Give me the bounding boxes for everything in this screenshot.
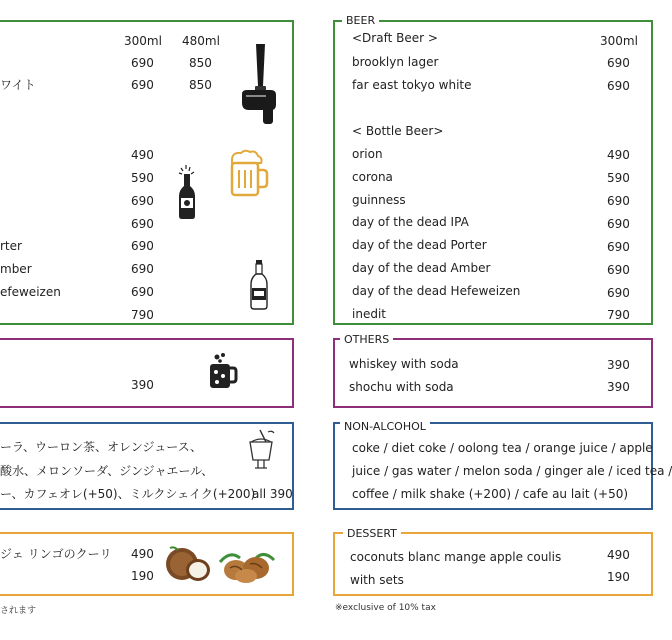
right-bottle-name: day of the dead Porter xyxy=(352,238,487,252)
left-nonalcohol-line: ーラ、ウーロン茶、オレンジュース、 xyxy=(0,440,202,454)
left-dessert-price: 490 xyxy=(131,547,154,561)
right-bottle-price: 690 xyxy=(607,286,630,300)
left-nonalcohol-line: ー、カフェオレ(+50)、ミルクシェイク(+200) xyxy=(0,487,256,501)
left-others-price: 390 xyxy=(131,378,154,392)
left-dessert-price: 190 xyxy=(131,569,154,583)
right-bottle-price: 590 xyxy=(607,171,630,185)
milkshake-icon xyxy=(246,428,276,474)
right-bottle-name: orion xyxy=(352,147,383,161)
right-draft-price: 690 xyxy=(607,79,630,93)
right-bottle-name: inedit xyxy=(352,307,386,321)
right-others-name: whiskey with soda xyxy=(349,357,459,371)
walnut-icon xyxy=(218,548,276,584)
right-nonalcohol-line: juice / gas water / melon soda / ginger ale / iced tea / xyxy=(352,464,672,478)
right-draft-header: <Draft Beer > xyxy=(352,31,438,45)
left-bottle-price: 690 xyxy=(131,239,154,253)
right-tax-note: ※exclusive of 10% tax xyxy=(335,603,436,613)
left-nonalcohol-price: all 390 xyxy=(252,487,293,501)
left-others-box xyxy=(0,338,294,408)
right-bottle-header: < Bottle Beer> xyxy=(352,124,444,138)
beer-tap-icon xyxy=(240,42,280,128)
left-bottle-price: 490 xyxy=(131,148,154,162)
right-others-price: 390 xyxy=(607,358,630,372)
coconut-icon xyxy=(164,544,212,584)
right-dessert-label: DESSERT xyxy=(343,528,401,540)
right-others-label: OTHERS xyxy=(340,334,393,346)
left-bottle-name: rter xyxy=(0,239,22,253)
left-bottle-name: mber xyxy=(0,262,32,276)
left-bottle-name: efeweizen xyxy=(0,285,61,299)
right-bottle-price: 790 xyxy=(607,308,630,322)
left-bottle-price: 690 xyxy=(131,262,154,276)
left-header-480: 480ml xyxy=(182,34,220,48)
right-bottle-price: 690 xyxy=(607,240,630,254)
right-bottle-name: day of the dead Amber xyxy=(352,261,491,275)
left-bottle-price: 690 xyxy=(131,194,154,208)
left-draft-name: ワイト xyxy=(0,78,36,92)
right-draft-price: 690 xyxy=(607,56,630,70)
right-bottle-name: guinness xyxy=(352,193,406,207)
left-tax-note: されます xyxy=(0,606,37,616)
right-bottle-price: 690 xyxy=(607,194,630,208)
right-bottle-name: corona xyxy=(352,170,393,184)
splash-bottle-icon xyxy=(176,164,198,220)
left-draft-price: 850 xyxy=(189,78,212,92)
right-nonalcohol-line: coffee / milk shake (+200) / cafe au lait (+50) xyxy=(352,487,629,501)
right-others-price: 390 xyxy=(607,380,630,394)
right-dessert-price: 190 xyxy=(607,570,630,584)
right-nonalcohol-line: coke / diet coke / oolong tea / orange juice / apple xyxy=(352,441,653,455)
right-dessert-price: 490 xyxy=(607,548,630,562)
dotted-mug-icon xyxy=(208,352,238,390)
left-dessert-name: ジェ リンゴのクーリ xyxy=(0,547,112,561)
right-bottle-name: day of the dead Hefeweizen xyxy=(352,284,521,298)
left-bottle-price: 790 xyxy=(131,308,154,322)
left-nonalcohol-line: 酸水、メロンソーダ、ジンジャエール、 xyxy=(0,464,214,478)
left-bottle-price: 690 xyxy=(131,285,154,299)
left-bottle-price: 590 xyxy=(131,171,154,185)
right-dessert-name: with sets xyxy=(350,573,404,587)
bottle-icon xyxy=(249,260,269,310)
right-draft-name: far east tokyo white xyxy=(352,78,472,92)
left-bottle-price: 690 xyxy=(131,217,154,231)
beer-mug-icon xyxy=(228,150,270,198)
right-bottle-price: 490 xyxy=(607,148,630,162)
left-draft-price: 690 xyxy=(131,78,154,92)
right-draft-name: brooklyn lager xyxy=(352,55,439,69)
right-bottle-name: day of the dead IPA xyxy=(352,215,469,229)
left-draft-price: 850 xyxy=(189,56,212,70)
right-header-300: 300ml xyxy=(600,34,638,48)
right-beer-label: BEER xyxy=(342,15,379,27)
right-bottle-price: 690 xyxy=(607,217,630,231)
right-dessert-name: coconuts blanc mange apple coulis xyxy=(350,550,562,564)
right-nonalcohol-label: NON-ALCOHOL xyxy=(340,421,430,433)
left-header-300: 300ml xyxy=(124,34,162,48)
left-draft-price: 690 xyxy=(131,56,154,70)
right-bottle-price: 690 xyxy=(607,263,630,277)
right-others-box xyxy=(333,338,653,408)
right-others-name: shochu with soda xyxy=(349,380,454,394)
